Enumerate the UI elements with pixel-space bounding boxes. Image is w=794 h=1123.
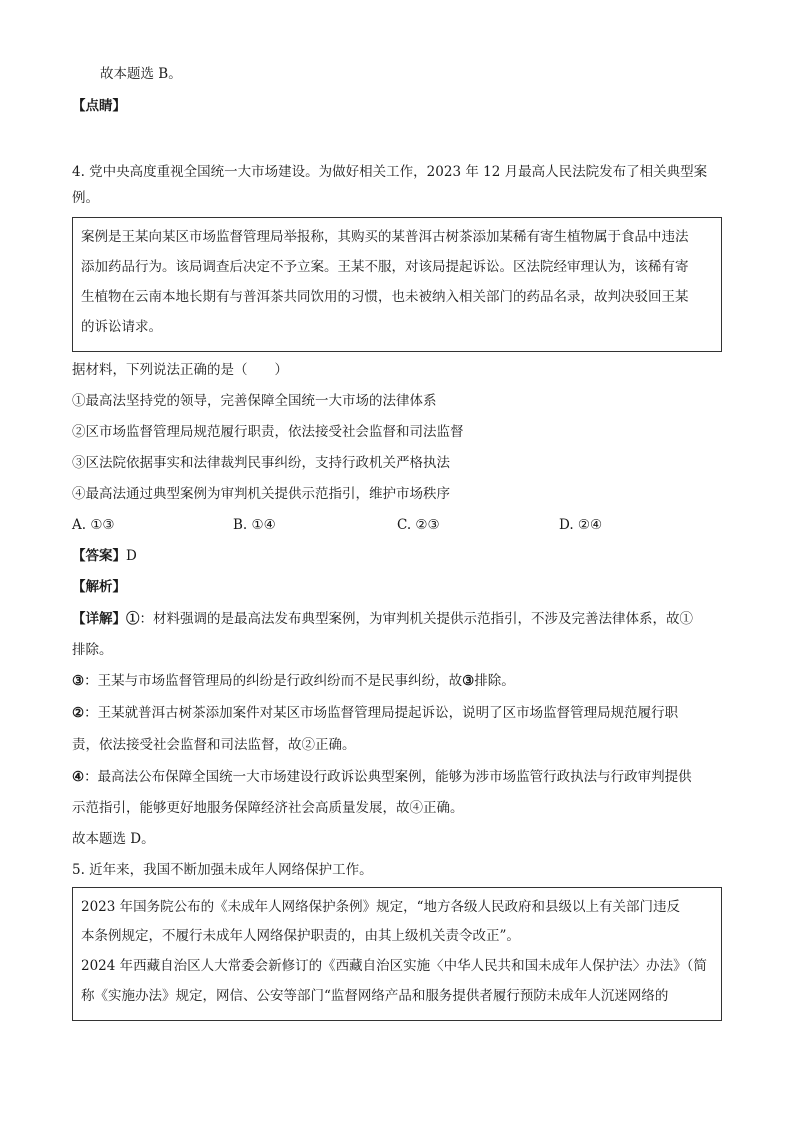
q4-statement-3: ③区法院依据事实和法律裁判民事纠纷，支持行政机关严格执法 xyxy=(72,455,450,471)
detail-line-2a xyxy=(72,703,678,723)
pointer-label: 【点睛】 xyxy=(72,98,126,114)
q4-statement-1: ①最高法坚持党的领导，完善保障全国统一大市场的法律体系 xyxy=(72,393,437,409)
q4-stem-line2: 例。 xyxy=(72,190,99,206)
detail-label: 【详解】 xyxy=(72,611,126,627)
detail-line-3 xyxy=(72,671,515,691)
q5-material-box xyxy=(72,887,722,1021)
detail-line-2b: 责，依法接受社会监督和司法监督，故②正确。 xyxy=(72,737,356,753)
detail-key-3: ③ xyxy=(72,673,85,689)
detail-key-3-inline: ③ xyxy=(462,673,475,689)
analysis-label: 【解析】 xyxy=(72,579,126,595)
q4-statement-4: ④最高法通过典型案例为审判机关提供示范指引，维护市场秩序 xyxy=(72,486,450,502)
q4-statement-2: ②区市场监督管理局规范履行职责，依法接受社会监督和司法监督 xyxy=(72,424,464,440)
q5-material-line: 2023 年国务院公布的《未成年人网络保护条例》规定，“地方各级人民政府和县级以上有关部门违反 xyxy=(81,899,681,915)
q4-option-c: C. ②③ xyxy=(397,517,440,533)
q5-stem: 5. 近年来，我国不断加强未成年人网络保护工作。 xyxy=(72,862,373,878)
q4-prompt: 据材料，下列说法正确的是（ ） xyxy=(72,362,288,378)
q4-conclusion: 故本题选 D。 xyxy=(72,831,155,847)
q4-option-d: D. ②④ xyxy=(559,517,603,533)
detail-text-4: ：最高法公布保障全国统一大市场建设行政诉讼典型案例，能够为涉市场监管行政执法与行政审判提供 xyxy=(84,769,692,785)
q4-option-a: A. ①③ xyxy=(72,517,115,533)
detail-line-4a xyxy=(72,767,692,787)
detail-text-2: ：王某就普洱古树茶添加案件对某区市场监督管理局提起诉讼，说明了区市场监督管理局规范履行职 xyxy=(84,705,679,721)
q5-material-line: 称《实施办法》规定，网信、公安等部门“监督网络产品和服务提供者履行预防未成年人沉迷网络的 xyxy=(81,988,669,1004)
q4-material-box xyxy=(72,217,722,352)
detail-line-1a xyxy=(72,609,693,629)
q4-material-line: 生植物在云南本地长期有与普洱茶共同饮用的习惯，也未被纳入相关部门的药品名录，故判决驳回王某 xyxy=(81,289,689,305)
q4-option-b: B. ①④ xyxy=(233,517,276,533)
detail-text-3b: 排除。 xyxy=(474,673,515,689)
detail-line-1b: 排除。 xyxy=(72,642,113,658)
q5-material-line: 2024 年西藏自治区人大常委会新修订的《西藏自治区实施〈中华人民共和国未成年人保护法〉办法》（简 xyxy=(81,958,707,974)
detail-text-1: ：材料强调的是最高法发布典型案例，为审判机关提供示范指引，不涉及完善法律体系，故① xyxy=(139,611,693,627)
answer-value: D xyxy=(126,548,137,564)
q4-stem-line1: 4. 党中央高度重视全国统一大市场建设。为做好相关工作，2023 年 12 月最高人民法院发布了相关典型案 xyxy=(72,164,708,180)
q4-answer xyxy=(72,546,137,566)
q4-options-row xyxy=(72,515,722,535)
q4-material-line: 案例是王某向某区市场监督管理局举报称，其购买的某普洱古树茶添加某稀有寄生植物属于食品中违法 xyxy=(81,229,689,245)
q4-material-line: 的诉讼请求。 xyxy=(81,319,162,335)
detail-text-3a: ：王某与市场监督管理局的纠纷是行政纠纷而不是民事纠纷，故 xyxy=(84,673,463,689)
detail-key-2: ② xyxy=(72,705,85,721)
detail-key-4: ④ xyxy=(72,769,85,785)
previous-conclusion: 故本题选 B。 xyxy=(100,66,182,82)
q5-material-line: 本条例规定，不履行未成年人网络保护职责的，由其上级机关责令改正”。 xyxy=(81,928,520,944)
detail-key-1: ① xyxy=(126,611,140,627)
answer-label: 【答案】 xyxy=(72,548,126,564)
detail-line-4b: 示范指引，能够更好地服务保障经济社会高质量发展，故④正确。 xyxy=(72,800,464,816)
q4-material-line: 添加药品行为。该局调查后决定不予立案。王某不服，对该局提起诉讼。区法院经审理认为，该稀有寄 xyxy=(81,259,689,275)
